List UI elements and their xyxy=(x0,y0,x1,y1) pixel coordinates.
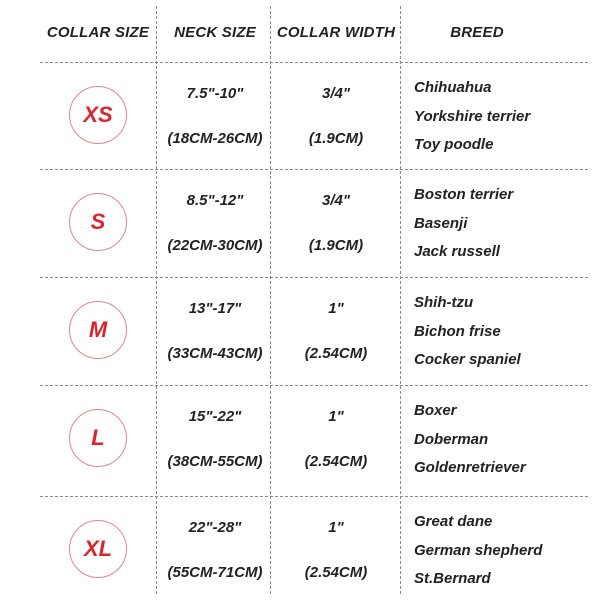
collar-width-cell xyxy=(272,192,400,254)
size-badge: XS xyxy=(69,86,127,144)
collar-width-cell xyxy=(272,519,400,581)
neck-size-inches: 7.5"-10" xyxy=(186,85,244,102)
neck-size-inches: 8.5"-12" xyxy=(186,192,244,209)
breed-name: Yorkshire terrier xyxy=(414,107,531,125)
breed-list xyxy=(414,402,526,476)
neck-size-cm: (22CM-30CM) xyxy=(167,237,263,254)
breed-list xyxy=(414,186,513,260)
breed-list xyxy=(414,79,530,153)
breed-name: St.Bernard xyxy=(414,570,491,587)
neck-size-cell xyxy=(160,192,270,254)
collar-width-cm: (1.9CM) xyxy=(308,237,364,254)
header-breed: BREED xyxy=(450,24,504,41)
breed-name: Toy poodle xyxy=(414,136,494,153)
neck-size-cell xyxy=(160,519,270,581)
neck-size-cm: (18CM-26CM) xyxy=(167,130,263,147)
collar-width-cm: (2.54CM) xyxy=(304,453,368,470)
collar-width-cm: (2.54CM) xyxy=(304,564,368,581)
header-collar-size: COLLAR SIZE xyxy=(46,24,150,41)
collar-width-inches: 1" xyxy=(328,519,344,536)
breed-list xyxy=(414,513,542,587)
collar-width-cm: (1.9CM) xyxy=(308,130,364,147)
size-badge: XL xyxy=(69,520,127,578)
collar-width-cell xyxy=(272,408,400,470)
collar-width-inches: 1" xyxy=(328,408,344,425)
neck-size-cell xyxy=(160,300,270,362)
breed-name: Boston terrier xyxy=(414,186,514,203)
breed-name: Jack russell xyxy=(414,243,500,260)
neck-size-inches: 15"-22" xyxy=(188,408,242,425)
breed-list xyxy=(414,294,521,368)
collar-width-inches: 3/4" xyxy=(322,192,350,209)
collar-width-cell xyxy=(272,300,400,362)
neck-size-inches: 13"-17" xyxy=(188,300,242,317)
breed-name: Great dane xyxy=(414,513,493,530)
breed-name: Cocker spaniel xyxy=(414,351,521,368)
header-collar-width: COLLAR WIDTH xyxy=(276,24,396,41)
neck-size-cm: (55CM-71CM) xyxy=(167,564,263,581)
size-badge: S xyxy=(69,193,127,251)
collar-width-inches: 3/4" xyxy=(322,85,350,102)
neck-size-cell xyxy=(160,85,270,147)
breed-name: Goldenretriever xyxy=(414,459,526,476)
table-row-l xyxy=(0,386,600,493)
neck-size-cell xyxy=(160,408,270,470)
collar-width-cell xyxy=(272,85,400,147)
breed-name: German shepherd xyxy=(414,541,543,559)
collar-width-cm: (2.54CM) xyxy=(304,345,368,362)
table-row-m xyxy=(0,278,600,385)
breed-name: Doberman xyxy=(414,430,489,448)
neck-size-inches: 22"-28" xyxy=(188,519,242,536)
neck-size-cm: (38CM-55CM) xyxy=(167,453,263,470)
breed-name: Shih-tzu xyxy=(414,294,474,311)
collar-width-inches: 1" xyxy=(328,300,344,317)
table-row-xl xyxy=(0,497,600,604)
breed-name: Basenji xyxy=(414,214,468,232)
size-badge: L xyxy=(69,409,127,467)
breed-name: Bichon frise xyxy=(414,322,501,340)
header-neck-size: NECK SIZE xyxy=(174,24,256,41)
neck-size-cm: (33CM-43CM) xyxy=(167,345,263,362)
table-row-xs xyxy=(0,63,600,170)
breed-name: Boxer xyxy=(414,402,457,419)
size-badge: M xyxy=(69,301,127,359)
table-row-s xyxy=(0,170,600,277)
breed-name: Chihuahua xyxy=(414,79,492,96)
